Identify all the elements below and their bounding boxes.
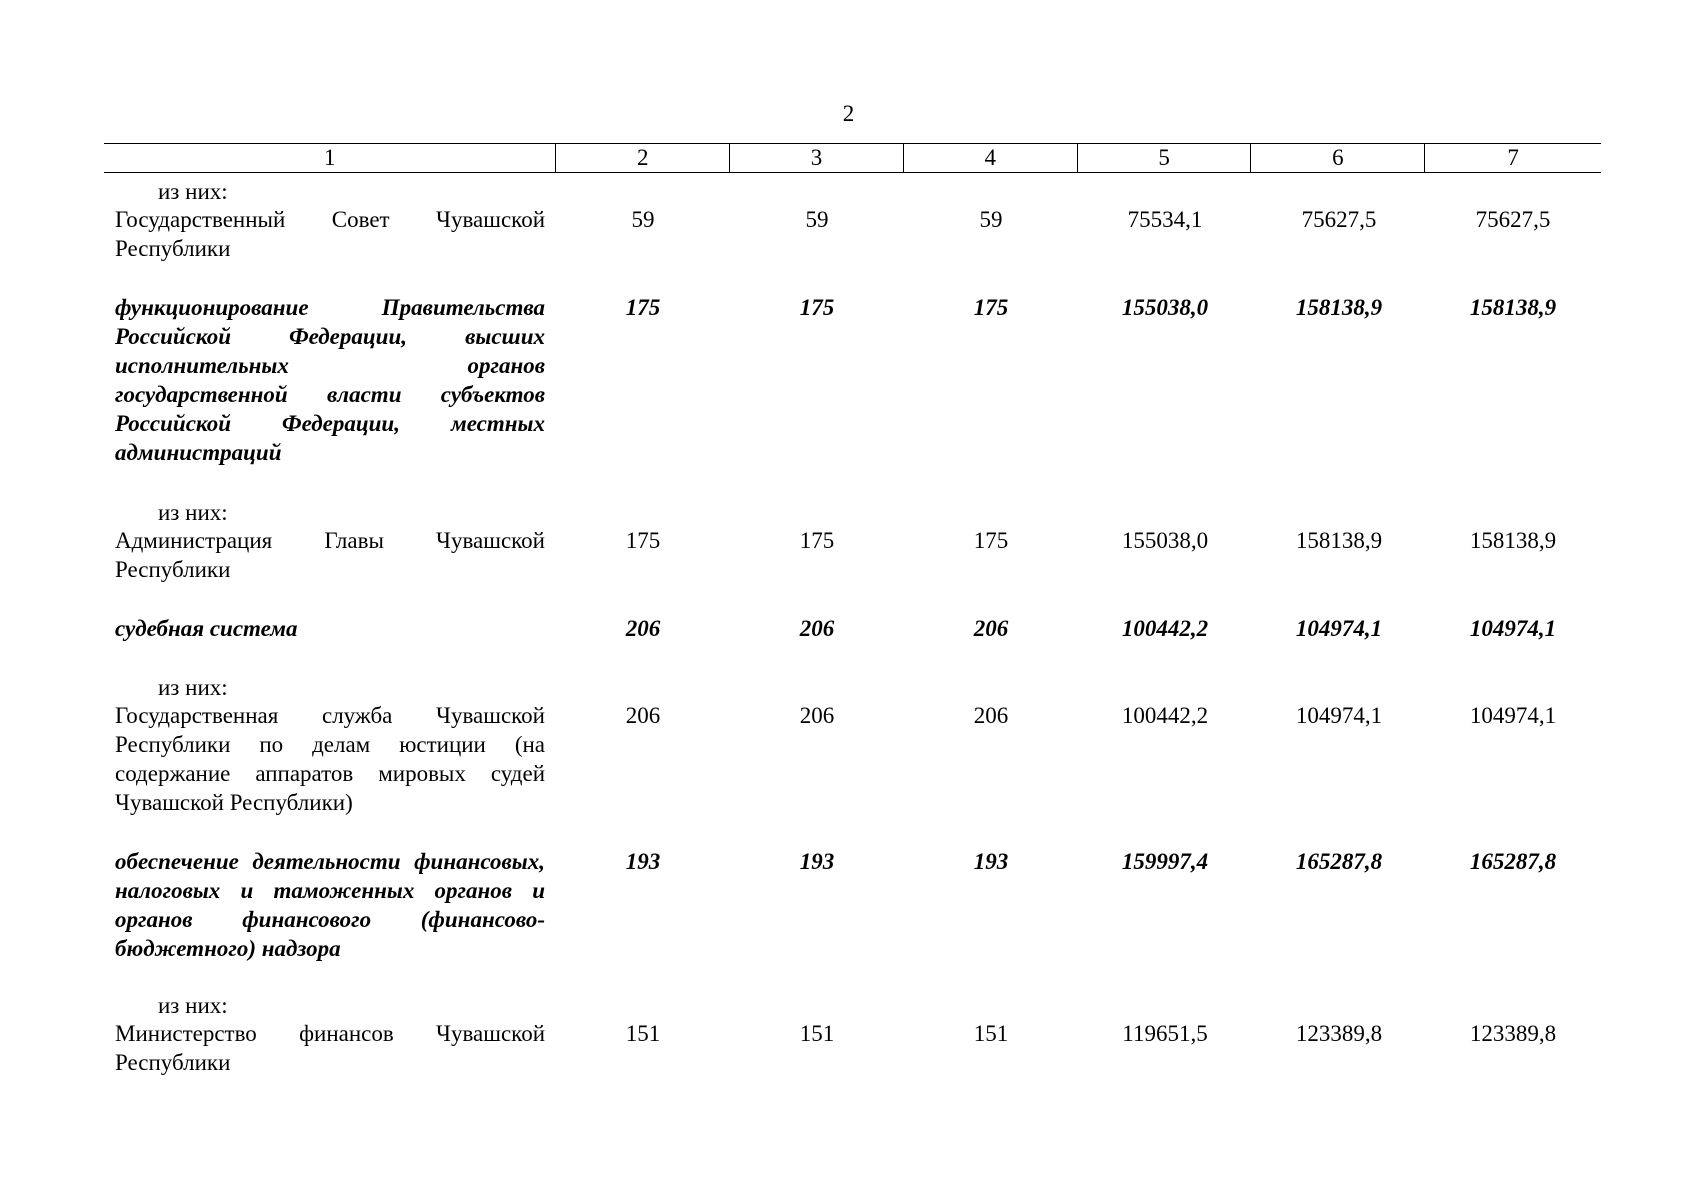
row-value: 193: [799, 849, 835, 874]
row-value: 151: [625, 1021, 661, 1046]
row-value: 123389,8: [1295, 1021, 1383, 1046]
row-value: 206: [799, 703, 835, 728]
row-label: Министерство финансов Чувашской Республики: [115, 1021, 545, 1075]
table-header: [104, 143, 1601, 173]
row-value: 158138,9: [1295, 295, 1383, 320]
column-header-2: 2: [555, 144, 729, 172]
row-prefix: из них:: [158, 675, 228, 700]
row-value: 75534,1: [1127, 207, 1203, 232]
row-label: Администрация Главы Чувашской Республики: [115, 528, 545, 582]
row-prefix: из них:: [158, 500, 228, 525]
row-value: 175: [973, 528, 1009, 553]
row-value: 206: [625, 616, 661, 641]
column-header-5: 5: [1077, 144, 1251, 172]
row-value: 151: [973, 1021, 1009, 1046]
row-value: 123389,8: [1469, 1021, 1557, 1046]
row-value: 193: [625, 849, 661, 874]
row-value: 206: [973, 616, 1009, 641]
row-value: 165287,8: [1295, 849, 1383, 874]
row-value: 158138,9: [1295, 528, 1383, 553]
row-value: 175: [625, 528, 661, 553]
row-value: 193: [973, 849, 1009, 874]
column-header-4: 4: [903, 144, 1077, 172]
row-value: 59: [805, 207, 829, 232]
row-value: 75627,5: [1475, 207, 1551, 232]
row-label: Государственная служба Чувашской Республики по делам юстиции (на содержание аппаратов мировых судей Чувашской Республики): [115, 703, 545, 815]
row-value: 104974,1: [1295, 616, 1383, 641]
row-prefix: из них:: [158, 179, 228, 204]
row-value: 206: [625, 703, 661, 728]
row-value: 100442,2: [1121, 616, 1209, 641]
row-value: 100442,2: [1121, 703, 1209, 728]
row-value: 206: [799, 616, 835, 641]
row-value: 104974,1: [1469, 616, 1557, 641]
row-value: 159997,4: [1121, 849, 1209, 874]
row-value: 75627,5: [1301, 207, 1377, 232]
row-value: 175: [799, 295, 835, 320]
column-header-1: 1: [323, 145, 336, 170]
row-value: 104974,1: [1295, 703, 1383, 728]
row-value: 59: [979, 207, 1003, 232]
row-prefix: из них:: [158, 993, 228, 1018]
row-value: 206: [973, 703, 1009, 728]
column-header-6: 6: [1250, 144, 1424, 172]
page-number: 2: [842, 101, 855, 126]
row-value: 175: [799, 528, 835, 553]
row-value: 175: [625, 295, 661, 320]
row-value: 158138,9: [1469, 295, 1557, 320]
row-value: 104974,1: [1469, 703, 1557, 728]
row-value: 59: [631, 207, 655, 232]
row-value: 175: [973, 295, 1009, 320]
column-header-7: 7: [1424, 144, 1601, 172]
row-label: Государственный Совет Чувашской Республики: [115, 207, 545, 261]
row-value: 151: [799, 1021, 835, 1046]
row-value: 155038,0: [1121, 295, 1209, 320]
column-header-3: 3: [729, 144, 903, 172]
row-label: функционирование Правительства Российской Федерации, высших исполнительных органов государственной власти субъектов Российской Федерации, местных администраций: [115, 295, 545, 465]
row-value: 158138,9: [1469, 528, 1557, 553]
row-value: 155038,0: [1121, 528, 1209, 553]
row-label: обеспечение деятельности финансовых, налоговых и таможенных органов и органов финансового (финансово-бюджетного) надзора: [115, 849, 545, 961]
row-value: 119651,5: [1122, 1021, 1208, 1046]
row-label: судебная система: [115, 616, 298, 641]
row-value: 165287,8: [1469, 849, 1557, 874]
